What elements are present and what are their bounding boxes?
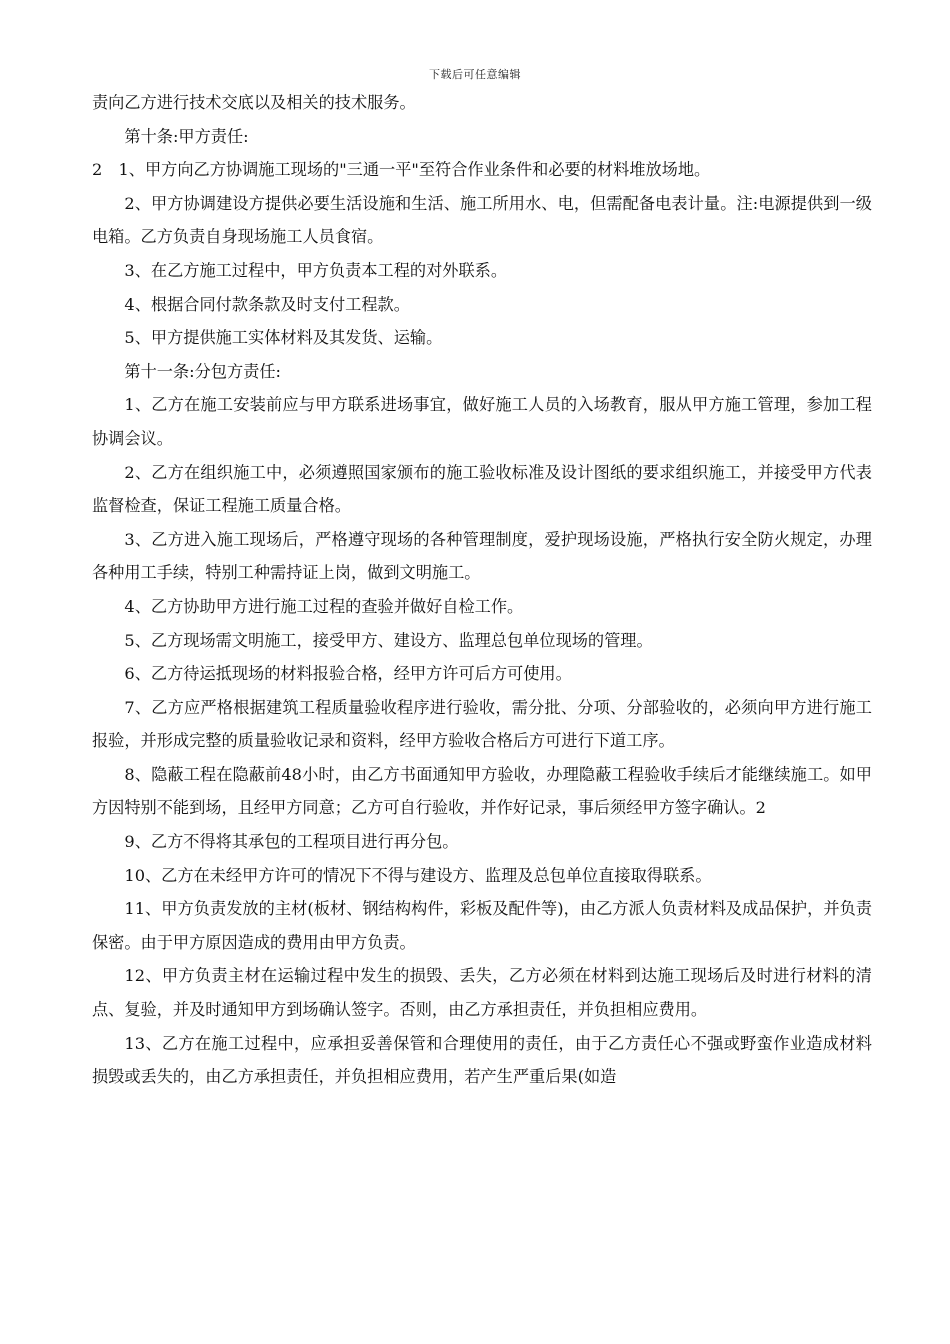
paragraph: 1、乙方在施工安装前应与甲方联系进场事宜，做好施工人员的入场教育，服从甲方施工管理，参加工程协调会议。	[92, 395, 872, 448]
paragraph: 9、乙方不得将其承包的工程项目进行再分包。	[124, 832, 459, 852]
paragraph: 6、乙方待运抵现场的材料报验合格，经甲方许可后方可使用。	[124, 664, 572, 684]
paragraph: 2、甲方协调建设方提供必要生活设施和生活、施工所用水、电，但需配备电表计量。注:电源提供到一级电箱。乙方负责自身现场施工人员食宿。	[92, 193, 872, 247]
paragraph: 2、乙方在组织施工中，必须遵照国家颁布的施工验收标准及设计图纸的要求组织施工，并接受甲方代表监督检查，保证工程施工质量合格。	[92, 462, 872, 516]
document-body	[92, 86, 872, 1094]
paragraph: 4、乙方协助甲方进行施工过程的查验并做好自检工作。	[124, 596, 524, 616]
paragraph: 3、乙方进入施工现场后，严格遵守现场的各种管理制度，爱护现场设施，严格执行安全防火规定，办理各种用工手续，特别工种需持证上岗，做到文明施工。	[92, 529, 872, 583]
paragraph: 3、在乙方施工过程中，甲方负责本工程的对外联系。	[124, 260, 508, 280]
section-heading: 第十一条:分包方责任:	[124, 361, 281, 381]
paragraph: 7、乙方应严格根据建筑工程质量验收程序进行验收，需分批、分项、分部验收的，必须向甲方进行施工报验，并形成完整的质量验收记录和资料，经甲方验收合格后方可进行下道工序。	[92, 697, 872, 751]
paragraph: 10、乙方在未经甲方许可的情况下不得与建设方、监理及总包单位直接取得联系。	[124, 865, 712, 885]
paragraph: 4、根据合同付款条款及时支付工程款。	[124, 294, 410, 314]
paragraph: 12、甲方负责主材在运输过程中发生的损毁、丢失，乙方必须在材料到达施工现场后及时进行材料的清点、复验，并及时通知甲方到场确认签字。否则，由乙方承担责任，并负担相应费用。	[92, 966, 872, 1020]
page-header: 下载后可任意编辑	[429, 68, 521, 81]
paragraph: 5、乙方现场需文明施工，接受甲方、建设方、监理总包单位现场的管理。	[124, 630, 653, 650]
paragraph: 8、隐蔽工程在隐蔽前48小时，由乙方书面通知甲方验收，办理隐蔽工程验收手续后才能继续施工。如甲方因特别不能到场，且经甲方同意；乙方可自行验收，并作好记录，事后须经甲方签字确认。2	[92, 764, 872, 818]
paragraph: 13、乙方在施工过程中，应承担妥善保管和合理使用的责任，由于乙方责任心不强或野蛮作业造成材料损毁或丢失的，由乙方承担责任，并负担相应费用，若产生严重后果(如造	[92, 1033, 872, 1087]
paragraph: 2 1、甲方向乙方协调施工现场的"三通一平"至符合作业条件和必要的材料堆放场地。	[92, 160, 711, 180]
paragraph: 责向乙方进行技术交底以及相关的技术服务。	[92, 93, 416, 112]
paragraph: 5、甲方提供施工实体材料及其发货、运输。	[124, 328, 443, 348]
section-heading: 第十条:甲方责任:	[124, 126, 249, 146]
paragraph: 11、甲方负责发放的主材(板材、钢结构构件，彩板及配件等)，由乙方派人负责材料及成品保护，并负责保密。由于甲方原因造成的费用由甲方负责。	[92, 899, 872, 952]
